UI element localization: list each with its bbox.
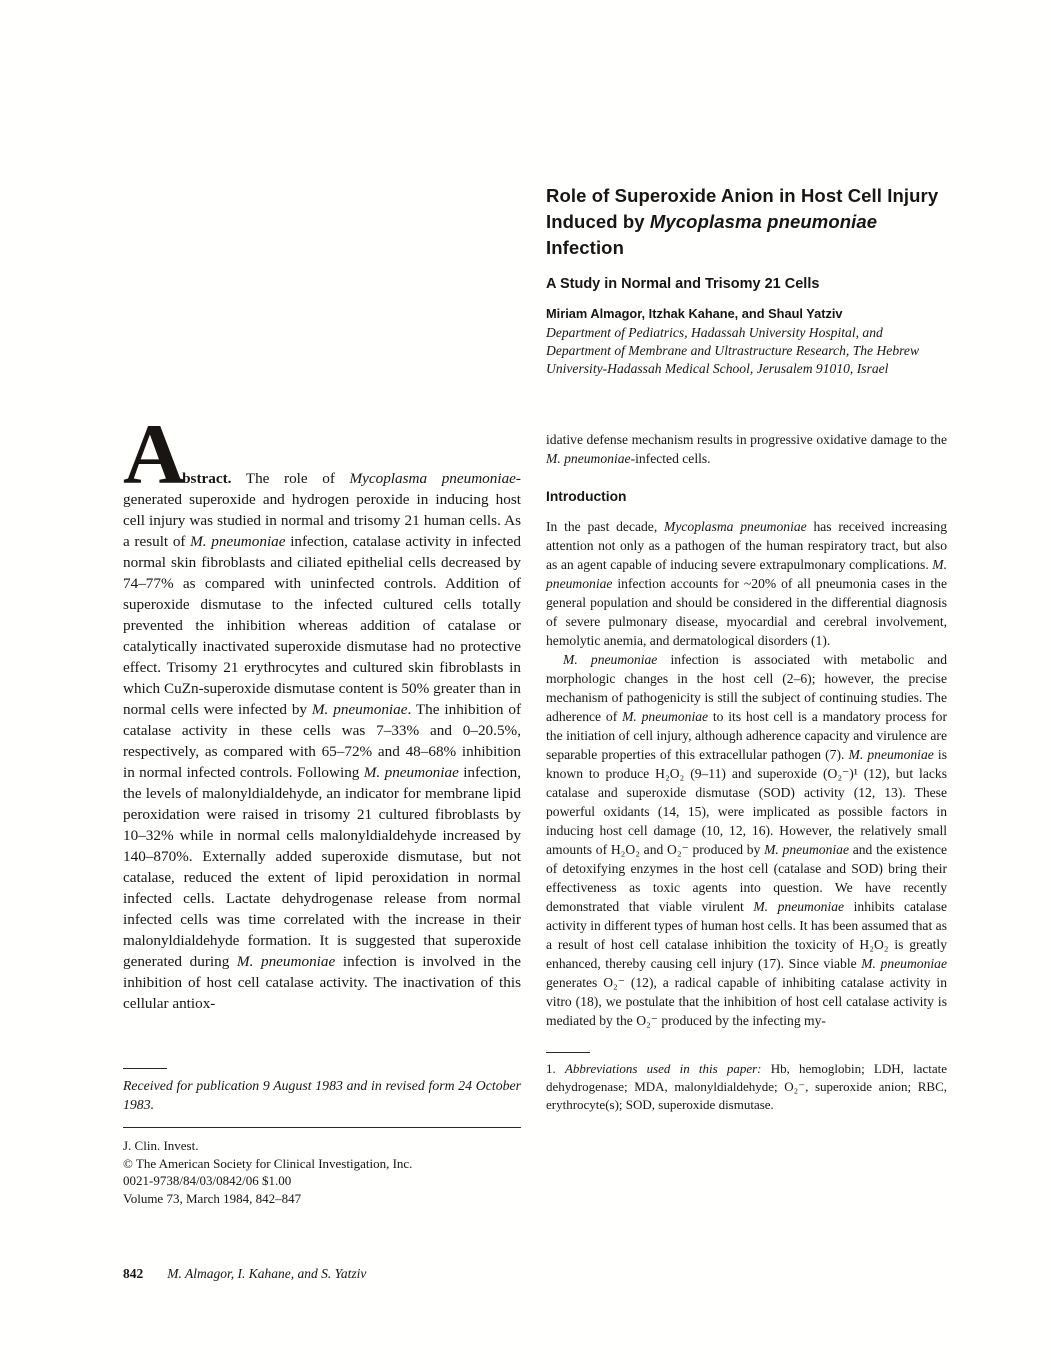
journal-block <box>123 1137 521 1207</box>
journal-name: J. Clin. Invest. <box>123 1138 199 1153</box>
journal-issn-price: 0021-9738/84/03/0842/06 $1.00 <box>123 1173 292 1188</box>
page-footer <box>123 1266 366 1282</box>
received-note-rule <box>123 1068 167 1069</box>
intro-paragraph-1: In the past decade, Mycoplasma pneumoniae has received increasing attention not only as a pathogen of the human respiratory tract, but also as an agent capable of inducing severe extrapulmonary complications. M. pneumoniae infection accounts for ~20% of all pneumonia cases in the general population and should be considered in the differential diagnosis of severe pulmonary disease, myocardial and cerebral involvement, hemolytic anemia, and dermatological disorders (1). <box>546 519 947 648</box>
abstract <box>123 392 521 1014</box>
footnote-abbreviations: 1. Abbreviations used in this paper: Hb, hemoglobin; LDH, lactate dehydrogenase; MDA, malonyldialdehyde; O₂⁻, superoxide anion; RBC, erythrocyte(s); SOD, superoxide dismutase. <box>546 1061 947 1112</box>
abstract-text: The role of Mycoplasma pneumoniae-generated superoxide and hydrogen peroxide in inducing host cell injury was studied in normal and trisomy 21 human cells. As a result of M. pneumoniae infection, catalase activity in infected normal skin fibroblasts and ciliated epithelial cells decreased by 74–77% as compared with uninfected controls. Addition of superoxide dismutase to the infected cultured cells totally prevented the inhibition whereas addition of catalase or catalytically inactivated superoxide dismutase had no protective effect. Trisomy 21 erythrocytes and cultured skin fibroblasts in which CuZn-superoxide dismutase content is 50% greater than in normal cells were infected by M. pneumoniae. The inhibition of catalase activity in these cells was 7–33% and 0–20.5%, respectively, as compared with 65–72% and 48–68% inhibition in normal infected controls. Following M. pneumoniae infection, the levels of malonyldialdehyde, an indicator for membrane lipid peroxidation were raised in trisomy 21 cultured fibroblasts by 10–32% while in normal cells malonyldialdehyde increased by 140–870%. Externally added superoxide dismutase, but not catalase, reduced the extent of lipid peroxidation in normal infected cells. Lactate dehydrogenase release from normal infected cells was time correlated with the increase in their malonyldialdehyde formation. It is suggested that superoxide generated during M. pneumoniae infection is involved in the inhibition of host cell catalase activity. The inactivation of this cellular antiox- <box>123 470 522 1012</box>
journal-volume: Volume 73, March 1984, 842–847 <box>123 1190 302 1206</box>
intro-paragraph-2: M. pneumoniae infection is associated with metabolic and morphologic changes in the host cell (2–6); however, the precise mechanism of pathogenicity is still the subject of continuing studies. The adherence of M. pneumoniae to its host cell is a mandatory process for the initiation of cell injury, although adherence capacity and virulence are separable properties of this extracellular pathogen (7). M. pneumoniae is known to produce H₂O₂ (9–11) and superoxide (O₂⁻)¹ (12), but lacks catalase and superoxide dismutase (SOD) activity (12, 13). These powerful oxidants (14, 15), were implicated as possible factors in inducing host cell damage (10, 12, 16). However, the relatively small amounts of H₂O₂ and O₂⁻ produced by M. pneumoniae and the existence of detoxifying enzymes in the host cell (catalase and SOD) bring their effectiveness as toxic agents into question. We have recently demonstrated that viable virulent M. pneumoniae inhibits catalase activity in different types of human host cells. It has been assumed that as a result of host cell catalase inhibition the toxicity of H₂O₂ is greatly enhanced, thereby causing cell injury (17). Since viable M. pneumoniae generates O₂⁻ (12), a radical capable of inhibiting catalase activity in vitro (18), we postulate that the inhibition of host cell catalase activity is mediated by the O₂⁻ produced by the infecting my- <box>546 652 947 1028</box>
abstract-lead: bstract. <box>182 470 232 487</box>
affiliation: Department of Pediatrics, Hadassah University Hospital, and Department of Membrane and Ultrastructure Research, The Hebrew University-Hadassah Medical School, Jerusalem 91010, Israel <box>546 325 920 376</box>
section-heading-introduction: Introduction <box>546 489 627 504</box>
page-number: 842 <box>123 1266 144 1281</box>
right-column <box>546 183 947 1114</box>
abstract-dropcap: A <box>123 406 183 502</box>
article-subtitle: A Study in Normal and Trisomy 21 Cells <box>546 276 820 292</box>
article-title: Role of Superoxide Anion in Host Cell Injury Induced by Mycoplasma pneumoniae Infection <box>546 185 939 258</box>
received-note: Received for publication 9 August 1983 and in revised form 24 October 1983. <box>123 1078 521 1112</box>
left-column <box>123 392 521 1207</box>
journal-divider-rule <box>123 1127 521 1128</box>
journal-copyright: © The American Society for Clinical Investigation, Inc. <box>123 1155 413 1171</box>
authors-line: Miriam Almagor, Itzhak Kahane, and Shaul Yatziv <box>546 306 843 321</box>
footnote-rule <box>546 1052 590 1053</box>
abstract-continuation: idative defense mechanism results in progressive oxidative damage to the M. pneumoniae-infected cells. <box>546 432 947 466</box>
running-footer-authors: M. Almagor, I. Kahane, and S. Yatziv <box>167 1266 367 1281</box>
